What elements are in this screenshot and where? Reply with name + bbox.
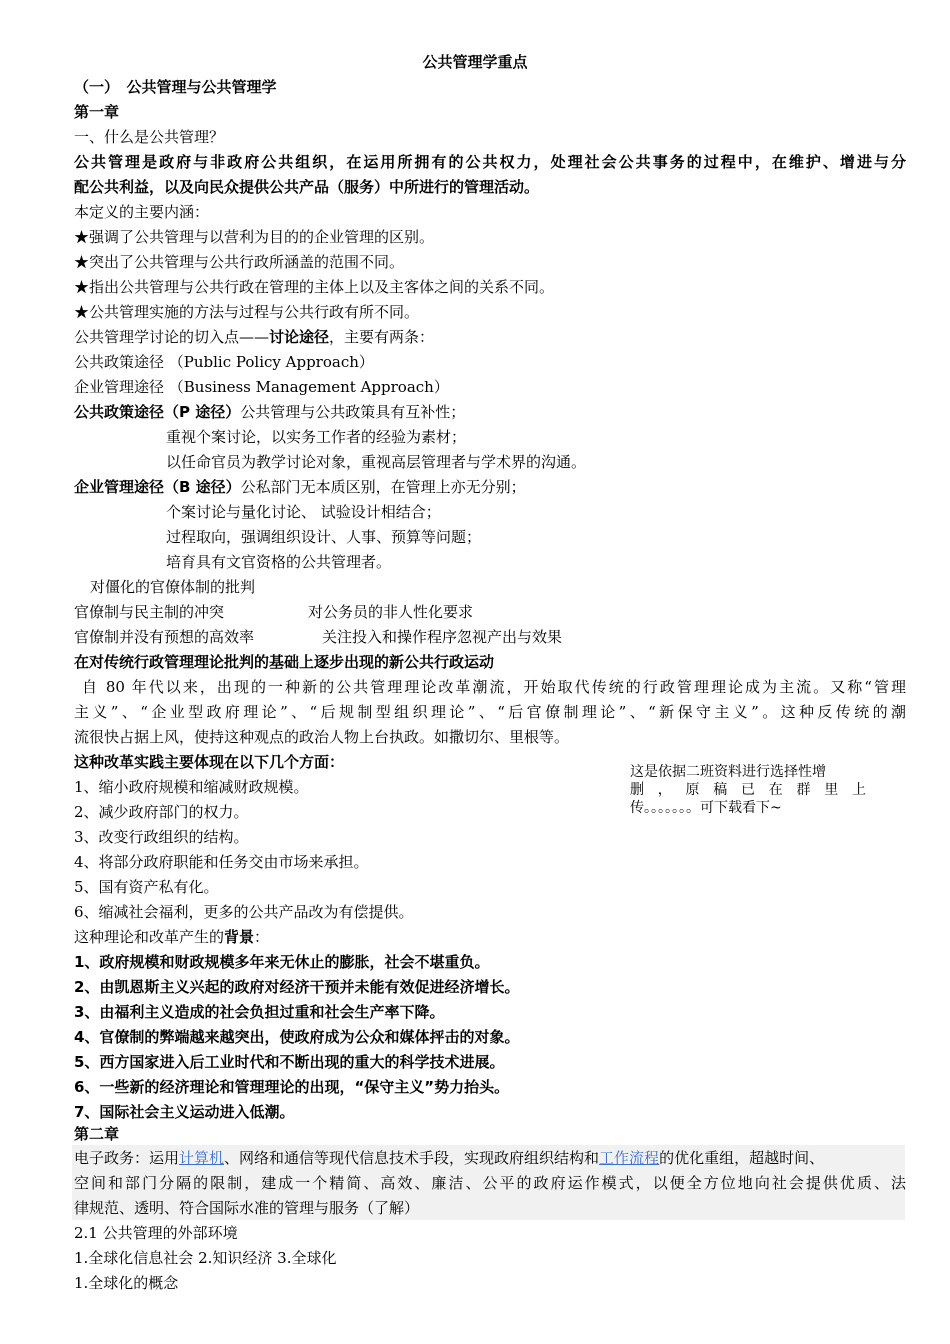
connotation-point: ★突出了公共管理与公共行政所涵盖的范围不同。	[74, 253, 405, 271]
part-heading: （一） 公共管理与公共管理学	[74, 78, 277, 96]
background-item: 6、一些新的经济理论和管理理论的出现，“保守主义”势力抬头。	[74, 1078, 510, 1096]
npm-heading: 在对传统行政管理理论批判的基础上逐步出现的新公共行政运动	[74, 653, 495, 671]
background-item: 5、西方国家进入后工业时代和不断出现的重大的科学技术进展。	[74, 1053, 505, 1071]
reform-item: 1、缩小政府规模和缩减财政规模。	[74, 778, 309, 796]
egov-pre: 电子政务：运用	[74, 1149, 180, 1167]
definition-line-2: 配公共利益，以及向民众提供公共产品（服务）中所进行的管理活动。	[74, 178, 540, 196]
chapter-2-heading: 第二章	[74, 1125, 120, 1143]
side-note-line: 这是依据二班资料进行选择性增	[630, 764, 826, 780]
globalization-concept: 1.全球化的概念	[74, 1274, 179, 1292]
background-intro	[74, 925, 906, 950]
background-intro-post: ：	[254, 928, 270, 946]
p-approach-desc: 公共管理与公共政策具有互补性；	[240, 403, 466, 421]
critique-item: 官僚制与民主制的冲突	[74, 603, 225, 621]
link-computer[interactable]: 计算机	[179, 1149, 225, 1167]
reform-item: 2、减少政府部门的权力。	[74, 803, 249, 821]
reform-item: 5、国有资产私有化。	[74, 878, 219, 896]
question-what-is-public-management: 一、什么是公共管理？	[74, 128, 225, 146]
approach-intro	[74, 325, 906, 350]
b-approach-label: 企业管理途径（B 途径）	[74, 478, 241, 496]
critique-item: 对公务员的非人性化要求	[308, 603, 474, 621]
background-item: 3、由福利主义造成的社会负担过重和社会生产率下降。	[74, 1003, 445, 1021]
b-approach-line	[74, 475, 906, 500]
section-2-1-heading: 2.1 公共管理的外部环境	[74, 1224, 238, 1242]
side-note-line: 删 ， 原 稿 已 在 群 里 上	[630, 782, 866, 798]
p-approach-line	[74, 400, 906, 425]
reform-item: 6、缩减社会福利，更多的公共产品改为有偿提供。	[74, 903, 414, 921]
critique-item: 官僚制并没有预想的高效率	[74, 628, 255, 646]
egov-post: 的优化重组，超越时间、	[659, 1149, 825, 1167]
link-workflow[interactable]: 工作流程	[599, 1149, 660, 1167]
egov-line-1	[74, 1146, 906, 1171]
npm-paragraph-line: 自 80 年代以来，出现的一种新的公共管理理论改革潮流，开始取代传统的行政管理理论成为主流。又称“管理	[82, 678, 906, 696]
background-item: 1、政府规模和财政规模多年来无休止的膨胀，社会不堪重负。	[74, 953, 490, 971]
reform-item: 3、改变行政组织的结构。	[74, 828, 249, 846]
b-approach-item: 过程取向，强调组织设计、人事、预算等问题；	[166, 528, 482, 546]
environment-list: 1.全球化信息社会 2.知识经济 3.全球化	[74, 1249, 337, 1267]
egov-line-2: 空间和部门分隔的限制，建成一个精简、高效、廉洁、公平的政府运作模式，以便全方位地向社会提供优质、法	[74, 1174, 906, 1192]
critique-row-2	[74, 625, 906, 650]
approach-intro-bold: 讨论途径	[269, 328, 330, 346]
p-approach-item: 以任命官员为教学讨论对象，重视高层管理者与学术界的沟通。	[166, 453, 587, 471]
egov-mid: 、网络和通信等现代信息技术手段，实现政府组织结构和	[224, 1149, 600, 1167]
p-approach-label: 公共政策途径（P 途径）	[74, 403, 241, 421]
reform-heading: 这种改革实践主要体现在以下几个方面：	[74, 753, 345, 771]
approach-public-policy: 公共政策途径 （Public Policy Approach）	[74, 353, 374, 371]
approach-intro-pre: 公共管理学讨论的切入点——	[74, 328, 270, 346]
critique-item: 关注投入和操作程序忽视产出与效果	[322, 628, 563, 646]
chapter-1-heading: 第一章	[74, 103, 120, 121]
background-item: 7、国际社会主义运动进入低潮。	[74, 1103, 295, 1121]
b-approach-desc: 公私部门无本质区别，在管理上亦无分别；	[240, 478, 526, 496]
background-intro-pre: 这种理论和改革产生的	[74, 928, 225, 946]
p-approach-item: 重视个案讨论，以实务工作者的经验为素材；	[166, 428, 467, 446]
connotation-point: ★公共管理实施的方法与过程与公共行政有所不同。	[74, 303, 420, 321]
egov-line-3: 律规范、透明、符合国际水准的管理与服务（了解）	[74, 1199, 420, 1217]
reform-item: 4、将部分政府职能和任务交由市场来承担。	[74, 853, 369, 871]
connotation-point: ★强调了公共管理与以营利为目的的企业管理的区别。	[74, 228, 435, 246]
definition-line-1: 公共管理是政府与非政府公共组织，在运用所拥有的公共权力，处理社会公共事务的过程中，在维护、增进与分	[74, 153, 906, 171]
approach-business-management: 企业管理途径 （Business Management Approach）	[74, 378, 449, 396]
side-note-line: 传。。。。。。。可下载看下~	[630, 800, 782, 816]
background-intro-bold: 背景	[224, 928, 255, 946]
npm-paragraph-line: 流很快占据上风，使持这种观点的政治人物上台执政。如撒切尔、里根等。	[74, 728, 570, 746]
background-item: 4、官僚制的弊端越来越突出，使政府成为公众和媒体抨击的对象。	[74, 1028, 520, 1046]
b-approach-item: 培育具有文官资格的公共管理者。	[166, 553, 392, 571]
critique-heading: 对僵化的官僚体制的批判	[90, 578, 256, 596]
background-item: 2、由凯恩斯主义兴起的政府对经济干预并未能有效促进经济增长。	[74, 978, 520, 996]
connotation-point: ★指出公共管理与公共行政在管理的主体上以及主客体之间的关系不同。	[74, 278, 555, 296]
npm-paragraph-line: 主义”、“企业型政府理论”、“后规制型组织理论”、“后官僚制理论”、“新保守主义”。这种反传统的潮	[74, 703, 906, 721]
side-note	[630, 763, 866, 817]
connotation-label: 本定义的主要内涵：	[74, 203, 210, 221]
approach-intro-post: ，主要有两条：	[329, 328, 435, 346]
document-title: 公共管理学重点	[422, 53, 528, 71]
critique-row-1	[74, 600, 906, 625]
b-approach-item: 个案讨论与量化讨论、 试验设计相结合；	[166, 503, 441, 521]
